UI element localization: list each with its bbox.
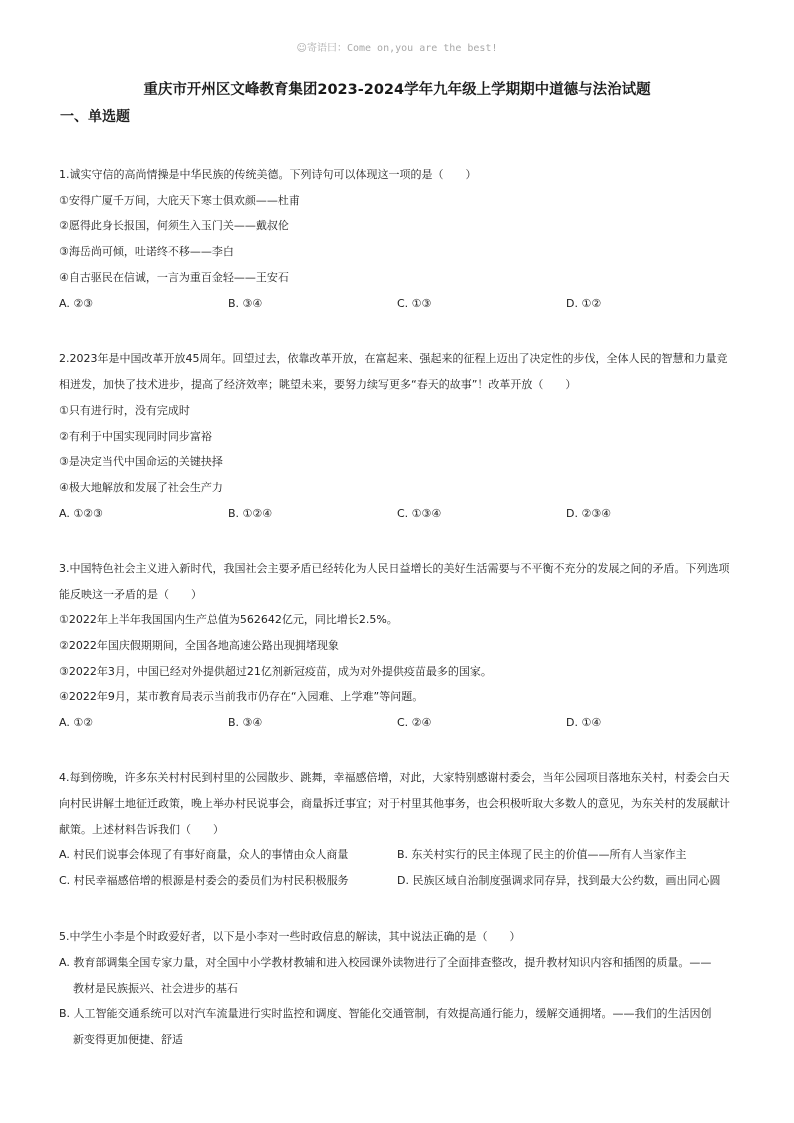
q1-item: ④自古驱民在信诚，一言为重百金轻——王安石 — [59, 271, 289, 284]
q4-option-a: A. 村民们说事会体现了有事好商量，众人的事情由众人商量 — [59, 848, 349, 861]
q1-option-c: C. ①③ — [397, 297, 432, 310]
q4-stem-line: 4.每到傍晚，许多东关村村民到村里的公园散步、跳舞，幸福感倍增，对此，大家特别感谢村委会，当年公园项目落地东关村，村委会白天 — [59, 771, 730, 784]
q1-item: ②愿得此身长报国，何须生入玉门关——戴叔伦 — [59, 219, 289, 232]
q5-option-b: B. 人工智能交通系统可以对汽车流量进行实时监控和调度、智能化交通管制，有效提高通行能力，缓解交通拥堵。——我们的生活因创 — [59, 1007, 712, 1020]
q1-stem: 1.诚实守信的高尚情操是中华民族的传统美德。下列诗句可以体现这一项的是（ ） — [59, 168, 477, 181]
q1-option-d: D. ①② — [566, 297, 602, 310]
header-motto — [0, 39, 794, 54]
q1-item: ①安得广厦千万间，大庇天下寒士俱欢颜——杜甫 — [59, 194, 300, 207]
header-motto-text: 寄语曰：Come on,you are the best! — [306, 43, 498, 54]
q4-stem-line: 向村民讲解土地征迁政策，晚上举办村民说事会，商量拆迁事宜；对于村里其他事务，也会积极听取大多数人的意见，为东关村的发展献计 — [59, 797, 730, 810]
q3-item: ①2022年上半年我国国内生产总值为562642亿元，同比增长2.5%。 — [59, 613, 398, 626]
q1-option-a: A. ②③ — [59, 297, 94, 310]
q3-item: ②2022年国庆假期期间，全国各地高速公路出现拥堵现象 — [59, 639, 339, 652]
q4-option-c: C. 村民幸福感倍增的根源是村委会的委员们为村民积极服务 — [59, 874, 349, 887]
q2-item: ①只有进行时，没有完成时 — [59, 404, 190, 417]
q2-stem-line: 相迸发，加快了技术进步，提高了经济效率；眺望未来，要努力续写更多“春天的故事”！改革开放（ ） — [59, 378, 577, 391]
q3-stem-line: 3.中国特色社会主义进入新时代，我国社会主要矛盾已经转化为人民日益增长的美好生活需要与不平衡不充分的发展之间的矛盾。下列选项 — [59, 562, 730, 575]
q5-option-b-continued: 新变得更加便捷、舒适 — [73, 1033, 183, 1046]
q2-option-c: C. ①③④ — [397, 507, 442, 520]
q3-option-b: B. ③④ — [228, 716, 263, 729]
q1-item: ③海岳尚可倾，吐诺终不移——李白 — [59, 245, 234, 258]
q2-option-d: D. ②③④ — [566, 507, 612, 520]
q2-option-b: B. ①②④ — [228, 507, 273, 520]
q3-item: ④2022年9月，某市教育局表示当前我市仍存在“入园难、上学难”等问题。 — [59, 690, 424, 703]
q2-option-a: A. ①②③ — [59, 507, 103, 520]
q3-option-a: A. ①② — [59, 716, 94, 729]
q5-stem: 5.中学生小李是个时政爱好者，以下是小李对一些时政信息的解读，其中说法正确的是（ ） — [59, 930, 521, 943]
q2-item: ②有利于中国实现同时同步富裕 — [59, 430, 212, 443]
smile-icon: ☺ — [296, 43, 307, 54]
q2-item: ③是决定当代中国命运的关键抉择 — [59, 455, 223, 468]
page-title: 重庆市开州区文峰教育集团2023-2024学年九年级上学期期中道德与法治试题 — [143, 82, 651, 98]
q3-option-d: D. ①④ — [566, 716, 602, 729]
q2-stem-line: 2.2023年是中国改革开放45周年。回望过去，依靠改革开放，在富起来、强起来的征程上迈出了决定性的步伐，全体人民的智慧和力量竞 — [59, 352, 728, 365]
q5-option-a: A. 教育部调集全国专家力量，对全国中小学教材教辅和进入校园课外读物进行了全面排查整改，提升教材知识内容和插图的质量。—— — [59, 956, 712, 969]
q4-option-d: D. 民族区域自治制度强调求同存异，找到最大公约数，画出同心圆 — [397, 874, 721, 887]
q3-item: ③2022年3月，中国已经对外提供超过21亿剂新冠疫苗，成为对外提供疫苗最多的国家。 — [59, 665, 492, 678]
q4-stem-line: 献策。上述材料告诉我们（ ） — [59, 823, 224, 836]
q4-option-b: B. 东关村实行的民主体现了民主的价值——所有人当家作主 — [397, 848, 687, 861]
section-heading: 一、单选题 — [60, 109, 130, 125]
q3-option-c: C. ②④ — [397, 716, 432, 729]
q1-option-b: B. ③④ — [228, 297, 263, 310]
q3-stem-line: 能反映这一矛盾的是（ ） — [59, 588, 202, 601]
q2-item: ④极大地解放和发展了社会生产力 — [59, 481, 223, 494]
q5-option-a-continued: 教材是民族振兴、社会进步的基石 — [73, 982, 238, 995]
